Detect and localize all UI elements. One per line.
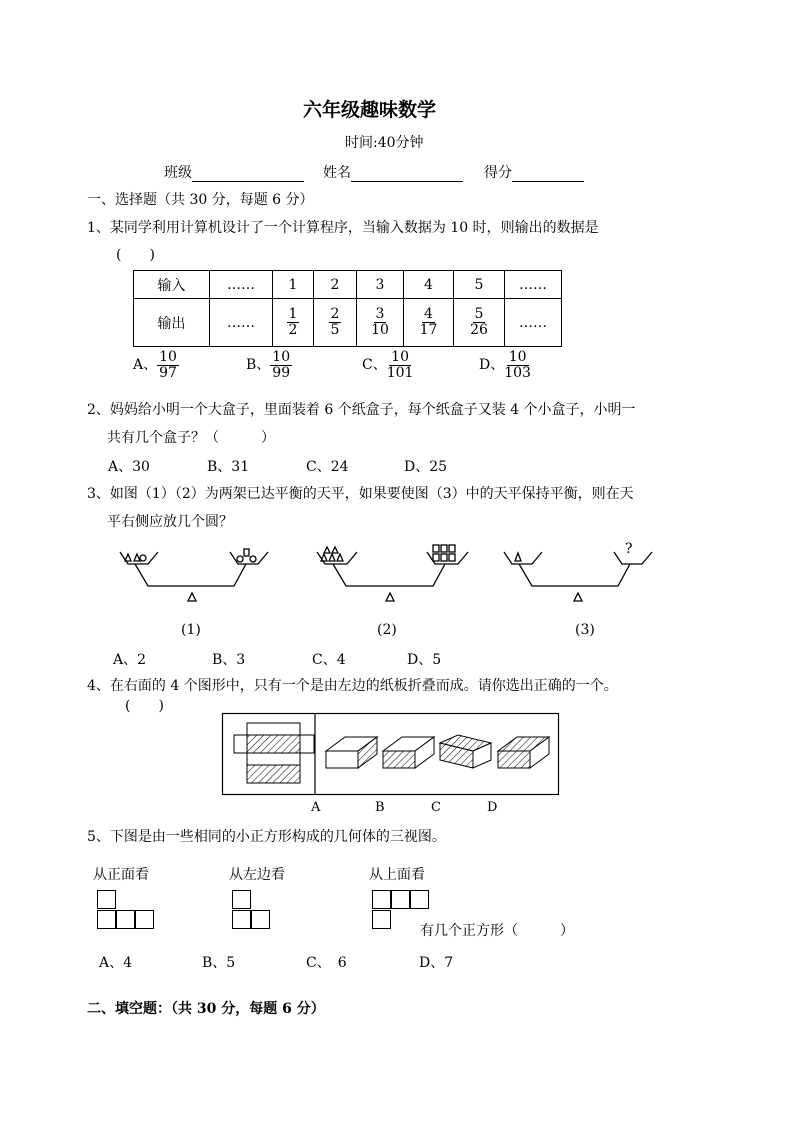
view-front-label: 从正面看 <box>93 867 149 883</box>
choice-label-a: A <box>311 800 321 815</box>
grid-square <box>232 890 251 909</box>
box-choice-c[interactable] <box>440 735 491 768</box>
table-cell <box>314 299 357 347</box>
page-title: 六年级趣味数学 <box>303 99 437 121</box>
grid-square <box>97 890 116 909</box>
table-cell <box>273 299 314 347</box>
balance-scale-2 <box>315 540 475 610</box>
score-label: 得分 <box>484 165 512 181</box>
table-cell: 5 <box>454 271 505 299</box>
fraction: $\frac{4}{17}$ <box>419 306 438 338</box>
q2-option-d[interactable]: D、25 <box>404 459 448 475</box>
q2-text-line1: 2、妈妈给小明一个大盒子，里面装着 6 个纸盒子，每个纸盒子又装 4 个小盒子，小明一 <box>87 402 636 418</box>
class-blank[interactable] <box>192 167 304 182</box>
q3-option-d[interactable]: D、5 <box>407 652 442 668</box>
score-field <box>484 162 584 182</box>
q2-option-a[interactable]: A、30 <box>108 459 150 475</box>
table-cell <box>404 299 454 347</box>
table-cell <box>357 299 404 347</box>
table-cell: 1 <box>273 271 314 299</box>
table-cell: …… <box>210 271 273 299</box>
grid-square <box>372 910 391 929</box>
table-cell: 2 <box>314 271 357 299</box>
grid-square <box>135 910 154 929</box>
q3-option-c[interactable]: C、4 <box>312 652 346 668</box>
grid-square <box>410 890 429 909</box>
fraction: $\frac{3}{10}$ <box>371 306 389 338</box>
table-cell <box>454 299 505 347</box>
q3-text-line2: 平右侧应放几个圆？ <box>107 514 233 530</box>
table-cell: …… <box>505 271 562 299</box>
table-row-label: 输入 <box>134 271 210 299</box>
figure-label-3: (3) <box>575 622 595 638</box>
box-choice-b[interactable] <box>383 737 434 768</box>
name-label: 姓名 <box>323 165 351 181</box>
name-blank[interactable] <box>351 167 463 182</box>
balance-scale-3 <box>502 540 662 610</box>
q4-text: 4、在右面的 4 个图形中，只有一个是由左边的纸板折叠而成。请你选出正确的一个。 <box>87 678 618 694</box>
q5-option-d[interactable]: D、7 <box>419 955 454 971</box>
grid-square <box>391 890 410 909</box>
q3-option-a[interactable]: A、2 <box>113 652 147 668</box>
grid-square <box>116 910 135 929</box>
q1-text: 1、某同学利用计算机设计了一个计算程序，当输入数据为 10 时，则输出的数据是 <box>87 220 599 236</box>
q5-text: 5、下图是由一些相同的小正方形构成的几何体的三视图。 <box>87 829 446 845</box>
name-field <box>323 162 463 182</box>
q1-option-b[interactable]: B、 $\frac{10}{99}$ <box>246 349 291 381</box>
q5-option-b[interactable]: B、5 <box>202 955 236 971</box>
box-choice-d[interactable] <box>498 737 549 768</box>
unfolded-net <box>234 723 314 783</box>
choice-label-c: C <box>431 800 441 815</box>
table-cell: …… <box>505 299 562 347</box>
table-cell: 3 <box>357 271 404 299</box>
q5-option-c[interactable]: C、 6 <box>306 955 347 971</box>
grid-square <box>372 890 391 909</box>
time-limit: 时间:40分钟 <box>345 135 424 151</box>
view-left-label: 从左边看 <box>229 867 285 883</box>
q2-option-c[interactable]: C、24 <box>306 459 349 475</box>
balance-scale-1 <box>118 540 278 610</box>
fraction: $\frac{5}{26}$ <box>470 306 488 338</box>
q1-option-a[interactable]: A、 $\frac{10}{97}$ <box>133 349 177 381</box>
q1-option-d[interactable]: D、 $\frac{10}{103}$ <box>479 349 531 381</box>
figure-label-1: (1) <box>181 622 201 638</box>
box-choice-a[interactable] <box>326 737 377 768</box>
section1-heading: 一、选择题（共 30 分，每题 6 分） <box>87 192 314 208</box>
choice-label-b: B <box>375 800 385 815</box>
class-field <box>164 162 304 182</box>
q3-text-line1: 3、如图（1）（2）为两架已达平衡的天平，如果要使图（3）中的天平保持平衡，则在天 <box>87 486 634 502</box>
grid-square <box>97 910 116 929</box>
grid-square <box>251 910 270 929</box>
q2-option-b[interactable]: B、31 <box>207 459 250 475</box>
choice-label-d: D <box>487 800 498 815</box>
figure-label-2: (2) <box>377 622 397 638</box>
table-row-label: 输出 <box>134 299 210 347</box>
fraction: $\frac{2}{5}$ <box>330 306 340 338</box>
fraction: $\frac{1}{2}$ <box>288 306 298 338</box>
q3-option-b[interactable]: B、3 <box>212 652 246 668</box>
view-top-label: 从上面看 <box>369 867 425 883</box>
class-label: 班级 <box>164 165 192 181</box>
score-blank[interactable] <box>512 167 584 182</box>
q2-text-line2: 共有几个盒子？（ ） <box>107 430 275 446</box>
q5-question: 有几个正方形（ ） <box>420 923 574 939</box>
table-cell: …… <box>210 299 273 347</box>
io-table <box>133 270 562 347</box>
q1-option-c[interactable]: C、 $\frac{10}{101}$ <box>362 349 414 381</box>
folding-figure <box>222 713 559 795</box>
q5-option-a[interactable]: A、4 <box>99 955 133 971</box>
section2-heading: 二、填空题：（共 30 分，每题 6 分） <box>87 1001 325 1017</box>
table-cell: 4 <box>404 271 454 299</box>
grid-square <box>232 910 251 929</box>
q1-answer-paren[interactable]: ( ) <box>116 247 155 263</box>
q4-answer-paren[interactable]: ( ) <box>125 698 164 714</box>
balance-3-question-mark: ? <box>625 541 633 557</box>
